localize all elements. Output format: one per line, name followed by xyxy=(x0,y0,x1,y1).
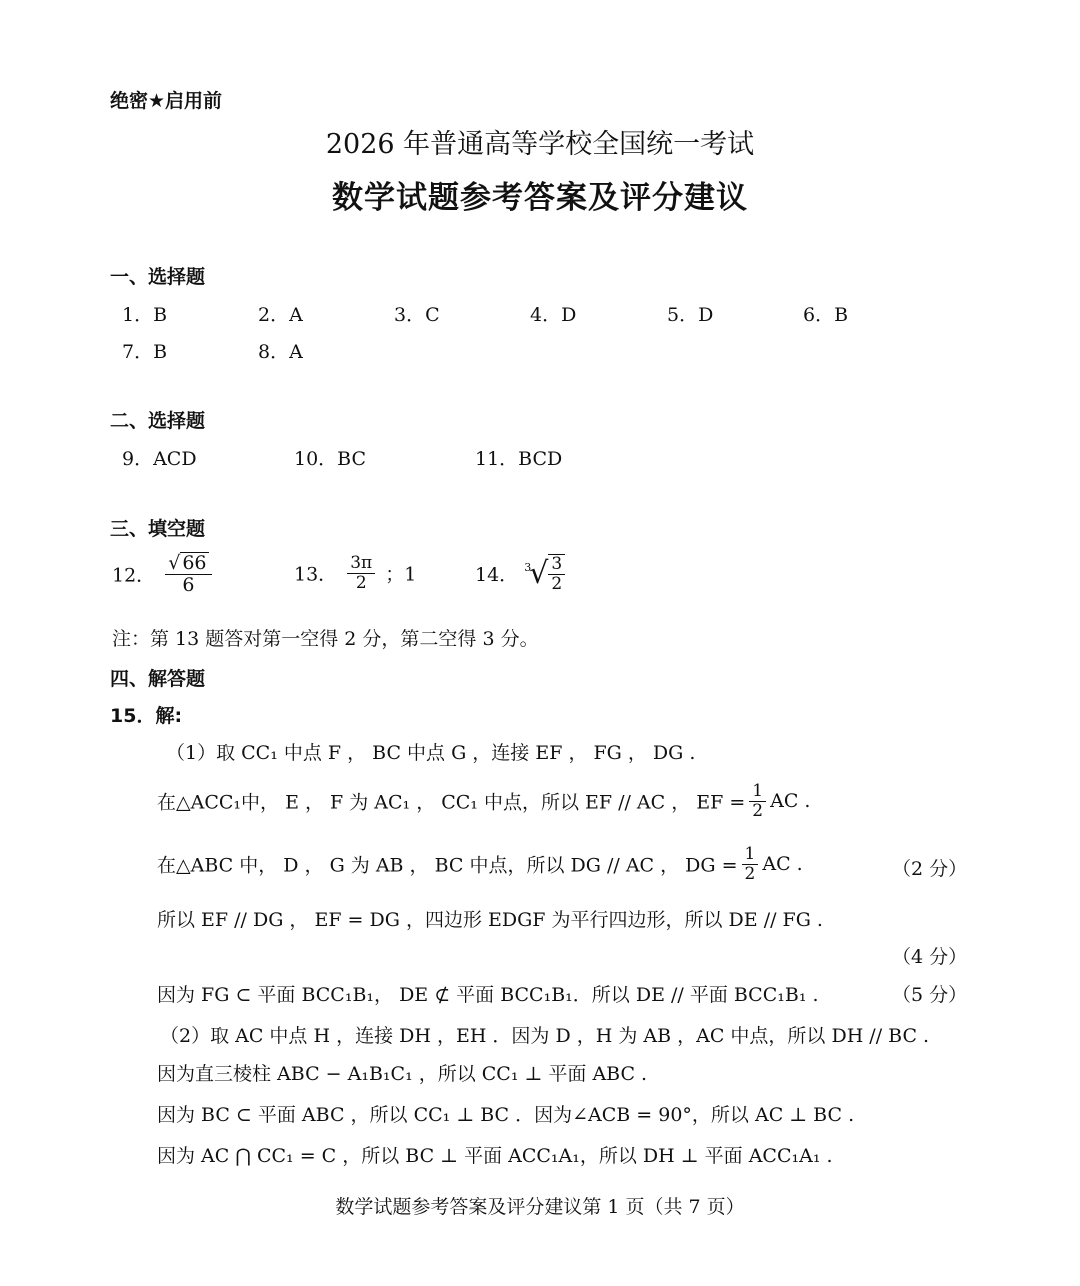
half-denominator: 2 xyxy=(744,863,756,884)
answer-12-fraction: $\frac{√ 66}{6}$ xyxy=(165,552,211,596)
half-denominator: 2 xyxy=(752,800,764,821)
answer-14-denominator: 2 xyxy=(551,573,563,594)
exam-title: 2026 年普通高等学校全国统一考试 xyxy=(325,129,755,160)
answer-12-denominator: 6 xyxy=(182,573,195,596)
solution-line: 因为直三棱柱 ABC − A₁B₁C₁ ，所以 CC₁ ⊥ 平面 ABC . xyxy=(157,1063,648,1085)
answer-14-label: 14． xyxy=(475,564,519,587)
section-1-heading: 一、选择题 xyxy=(110,266,206,288)
answer-11: 11．BCD xyxy=(475,448,563,470)
doc-title: 数学试题参考答案及评分建议 xyxy=(332,180,748,216)
answer-10: 10．BC xyxy=(294,448,367,470)
half-numerator: 1 xyxy=(749,782,766,802)
solution-line: （2）取 AC 中点 H ，连接 DH ，EH ．因为 D ，H 为 AB ，AC 中点，所以 DH // BC . xyxy=(160,1025,930,1047)
solution-line xyxy=(157,782,810,820)
solution-line: 因为 AC ⋂ CC₁ = C ，所以 BC ⊥ 平面 ACC₁A₁，所以 DH ⊥ 平面 ACC₁A₁ . xyxy=(157,1145,833,1167)
answer-13-second: ；1 xyxy=(385,563,417,586)
answer-12 xyxy=(112,552,216,596)
answer-7: 7．B xyxy=(122,341,168,363)
score-mark: （2 分） xyxy=(892,858,968,880)
answer-12-radicand: 66 xyxy=(182,552,207,574)
section-4-heading: 四、解答题 xyxy=(110,668,206,690)
answer-5: 5．D xyxy=(667,304,714,326)
solution-line: （1）取 CC₁ 中点 F ， BC 中点 G ，连接 EF ， FG ， DG . xyxy=(166,742,696,764)
answer-12-label: 12． xyxy=(112,564,156,587)
answer-13-numerator: 3π xyxy=(347,554,375,574)
answer-14-root-index: 3 xyxy=(524,561,532,575)
section-2-heading: 二、选择题 xyxy=(110,410,206,432)
confidential-label: 绝密★启用前 xyxy=(110,90,223,112)
solution-text: AC . xyxy=(770,790,811,813)
answer-14: 14． $^3$√ $\frac{3}{2}$ xyxy=(475,554,569,593)
answer-4: 4．D xyxy=(530,304,577,326)
answer-13-denominator: 2 xyxy=(355,572,367,593)
solution-line: 所以 EF // DG ， EF = DG ，四边形 EDGF 为平行四边形，所以 DE // FG . xyxy=(157,909,823,931)
solution-line: 因为 BC ⊂ 平面 ABC ，所以 CC₁ ⊥ BC ．因为∠ACB = 90°，所以 AC ⊥ BC . xyxy=(157,1104,855,1126)
answer-2: 2．A xyxy=(258,304,303,326)
solution-line xyxy=(157,845,803,883)
answer-13-fraction xyxy=(347,554,375,592)
answer-14-fraction xyxy=(548,554,565,593)
half-fraction xyxy=(742,845,759,883)
solution-text: 在△ACC₁中， E ， F 为 AC₁ ， CC₁ 中点，所以 EF // AC ， EF = xyxy=(157,791,746,814)
section-3-heading: 三、填空题 xyxy=(110,518,206,540)
solution-text: AC . xyxy=(762,853,803,876)
answer-13-label: 13． xyxy=(294,563,338,586)
score-mark: （4 分） xyxy=(892,946,968,968)
scoring-note: 注：第 13 题答对第一空得 2 分，第二空得 3 分。 xyxy=(112,628,539,650)
answer-13 xyxy=(294,554,416,592)
solution-text: 在△ABC 中， D ， G 为 AB ， BC 中点，所以 DG // AC ， DG = xyxy=(157,854,738,877)
question-15-label: 15．解: xyxy=(110,705,183,727)
answer-8: 8．A xyxy=(258,341,303,363)
score-mark: （5 分） xyxy=(892,984,968,1006)
page-footer: 数学试题参考答案及评分建议第 1 页（共 7 页） xyxy=(335,1196,745,1218)
answer-6: 6．B xyxy=(803,304,849,326)
answer-1: 1．B xyxy=(122,304,168,326)
answer-14-numerator: 3 xyxy=(548,555,565,575)
half-numerator: 1 xyxy=(742,845,759,865)
answer-3: 3．C xyxy=(394,304,440,326)
half-fraction xyxy=(749,782,766,820)
solution-line: 因为 FG ⊂ 平面 BCC₁B₁， DE ⊄ 平面 BCC₁B₁．所以 DE // 平面 BCC₁B₁ . xyxy=(157,984,819,1006)
answer-9: 9．ACD xyxy=(122,448,197,470)
